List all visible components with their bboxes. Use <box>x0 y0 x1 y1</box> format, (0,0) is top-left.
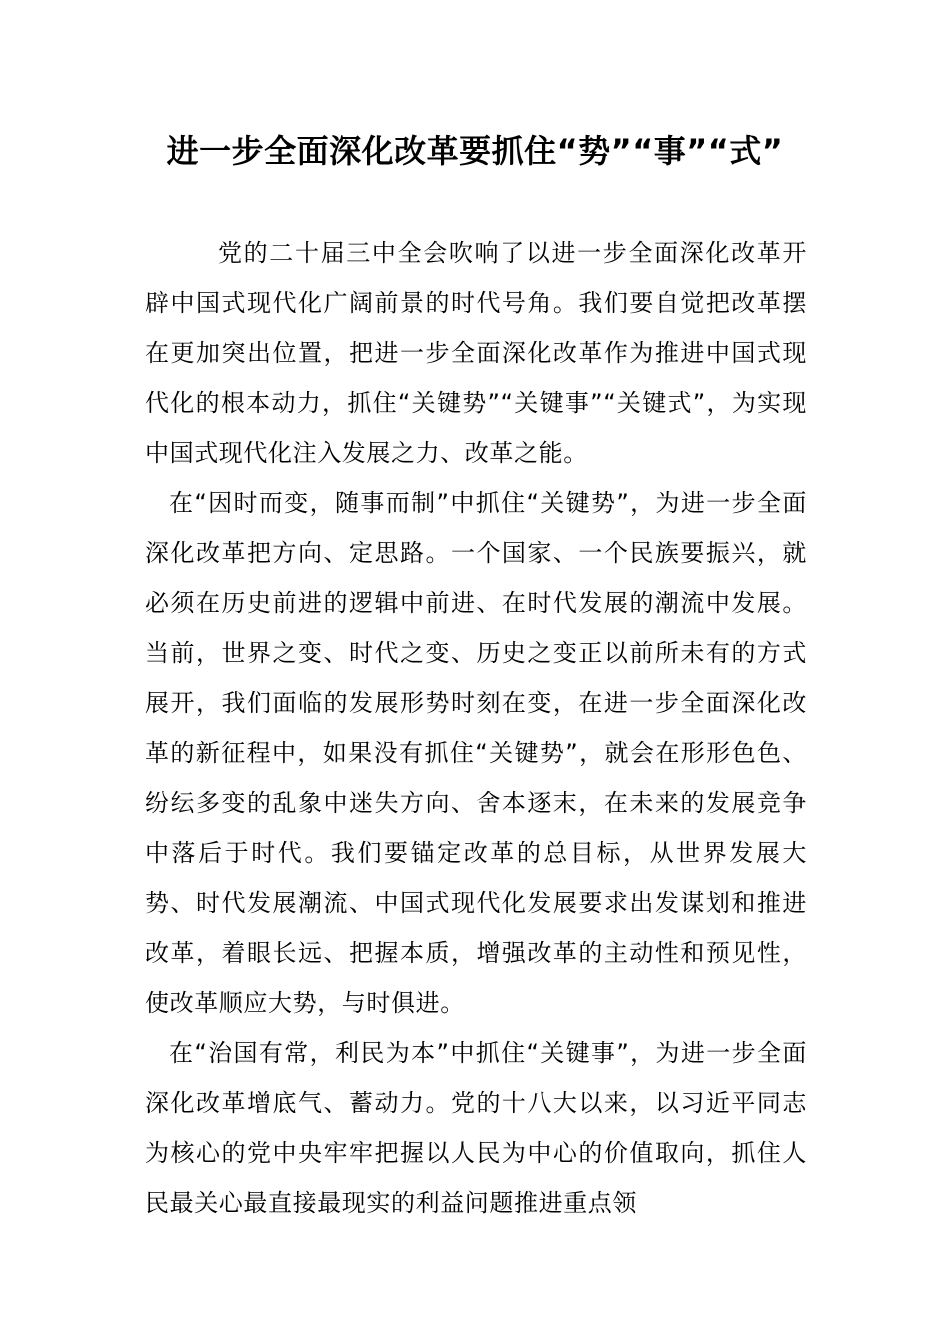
paragraph-key-trend: 在“因时而变，随事而制”中抓住“关键势”，为进一步全面深化改革把方向、定思路。一个国家、一个民族要振兴，就必须在历史前进的逻辑中前进、在时代发展的潮流中发展。当前，世界之变、时代之变、历史之变正以前所未有的方式展开，我们面临的发展形势时刻在变，在进一步全面深化改革的新征程中，如果没有抓住“关键势”，就会在形形色色、纷纭多变的乱象中迷失方向、舍本逐末，在未来的发展竞争中落后于时代。我们要锚定改革的总目标，从世界发展大势、时代发展潮流、中国式现代化发展要求出发谋划和推进改革，着眼长远、把握本质，增强改革的主动性和预见性，使改革顺应大势，与时俱进。 <box>145 489 807 1017</box>
document-body <box>145 228 807 1228</box>
paragraph-intro: 党的二十届三中全会吹响了以进一步全面深化改革开辟中国式现代化广阔前景的时代号角。我们要自觉把改革摆在更加突出位置，把进一步全面深化改革作为推进中国式现代化的根本动力，抓住“关键势”“关键事”“关键式”，为实现中国式现代化注入发展之力、改革之能。 <box>145 239 807 467</box>
document-title: 进一步全面深化改革要抓住“势”“事”“式” <box>166 132 784 170</box>
paragraph-key-matter: 在“治国有常，利民为本”中抓住“关键事”，为进一步全面深化改革增底气、蓄动力。党的十八大以来，以习近平同志为核心的党中央牢牢把握以人民为中心的价值取向，抓住人民最关心最直接最现实的利益问题推进重点领 <box>145 1039 807 1217</box>
